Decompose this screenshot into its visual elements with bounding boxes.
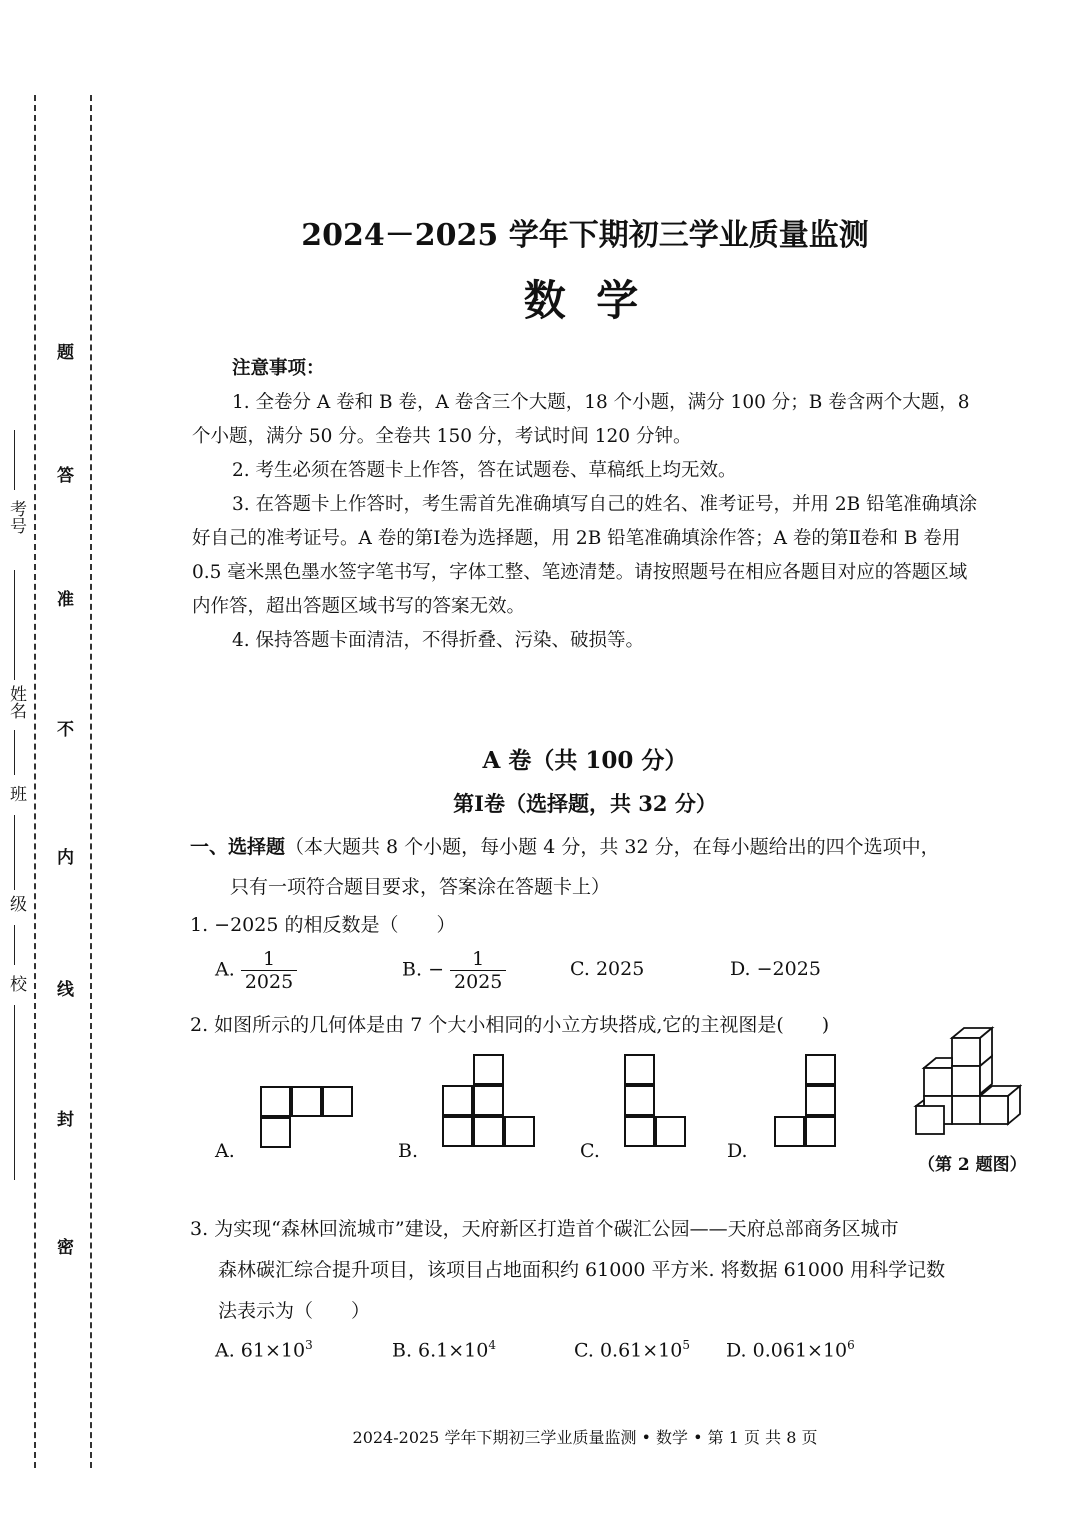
view-square xyxy=(473,1116,504,1147)
q3-line-3: 法表示为（ ） xyxy=(218,1300,371,1322)
notice-item: 2. 考生必须在答题卡上作答，答在试题卷、草稿纸上均无效。 xyxy=(232,460,737,481)
q1-b-sign: − xyxy=(428,958,444,981)
notice-item: 4. 保持答题卡面清洁，不得折叠、污染、破损等。 xyxy=(232,630,645,651)
q3-line-1: 3. 为实现“森林回流城市”建设，天府新区打造首个碳汇公园——天府总部商务区城市 xyxy=(190,1218,899,1240)
q3-c-exp: 5 xyxy=(682,1338,690,1352)
seal-char: 密 xyxy=(53,1238,73,1255)
q1-a-label: A. xyxy=(215,958,235,981)
view-square xyxy=(805,1116,836,1147)
mc-desc-1: （本大题共 8 个小题，每小题 4 分，共 32 分，在每小题给出的四个选项中， xyxy=(285,836,940,858)
view-square xyxy=(624,1116,655,1147)
denominator: 2025 xyxy=(450,970,506,993)
cube-front-face xyxy=(916,1106,944,1134)
mc-desc-2: 只有一项符合题目要求，答案涂在答题卡上） xyxy=(230,876,611,898)
notice-block xyxy=(192,352,982,658)
fraction xyxy=(450,948,506,993)
q2-stem: 2. 如图所示的几何体是由 7 个大小相同的小立方块搭成,它的主视图是( ) xyxy=(190,1014,830,1036)
seal-char: 内 xyxy=(53,848,73,865)
info-blank-line xyxy=(14,570,15,680)
q2-cube-figure xyxy=(912,1024,1022,1142)
numerator: 1 xyxy=(472,948,485,970)
view-square xyxy=(655,1116,686,1147)
view-square xyxy=(473,1085,504,1116)
view-square xyxy=(260,1086,291,1117)
section-a-title: A 卷（共 100 分） xyxy=(482,747,688,774)
q1-stem: 1. −2025 的相反数是（ ） xyxy=(190,914,456,936)
mc-heading: 一、选择题 xyxy=(190,836,286,858)
seal-char: 封 xyxy=(53,1110,73,1127)
notice-item: 3. 在答题卡上作答时，考生需首先准确填写自己的姓名、准考证号，并用 2B 铅笔准确填涂好自己的准考证号。A 卷的第Ⅰ卷为选择题，用 2B 铅笔准确填涂作答；A 卷的第Ⅱ卷和 B 卷用 0.5 毫米黑色墨水签字笔书写，字体工整、笔迹清楚。请按照题号在相应各题目对应的答题区域内作答，超出答题区域书写的答案无效。 xyxy=(192,494,978,617)
info-label-school: 校 xyxy=(4,975,29,992)
view-square xyxy=(260,1117,291,1148)
q1-option-a xyxy=(215,948,297,993)
cube-front-face xyxy=(952,1066,980,1096)
view-square xyxy=(774,1116,805,1147)
info-blank-line xyxy=(14,430,15,490)
cube-top-face xyxy=(916,1100,924,1106)
q2-figure-caption: （第 2 题图） xyxy=(918,1155,1027,1175)
q3-d-exp: 6 xyxy=(847,1338,855,1352)
view-square xyxy=(442,1116,473,1147)
q3-d-base: D. 0.061×10 xyxy=(726,1339,848,1362)
seal-char: 线 xyxy=(53,980,73,997)
notice-item: 1. 全卷分 A 卷和 B 卷，A 卷含三个大题，18 个小题，满分 100 分；B 卷含两个大题，8 个小题，满分 50 分。全卷共 150 分，考试时间 120 分钟。 xyxy=(192,392,970,447)
view-square xyxy=(322,1086,353,1117)
subject-title: 数 学 xyxy=(523,276,647,325)
q3-b-base: B. 6.1×10 xyxy=(392,1339,489,1362)
q1-b-label: B. xyxy=(402,958,423,981)
q1-option-d: D. −2025 xyxy=(730,958,821,980)
q2-option-a-label: A. xyxy=(215,1140,235,1162)
info-label-exam-no: 考号 xyxy=(4,500,29,534)
q3-line-2: 森林碳汇综合提升项目，该项目占地面积约 61000 平方米. 将数据 61000 用科学记数 xyxy=(218,1259,946,1281)
view-square xyxy=(442,1085,473,1116)
q1-option-c: C. 2025 xyxy=(570,958,645,980)
q3-option-b xyxy=(392,1338,496,1361)
q3-c-base: C. 0.61×10 xyxy=(574,1339,683,1362)
q2-option-c-label: C. xyxy=(580,1140,600,1162)
view-square xyxy=(473,1054,504,1085)
q1-option-b xyxy=(402,948,506,993)
notice-heading: 注意事项： xyxy=(232,358,325,379)
q3-b-exp: 4 xyxy=(488,1338,496,1352)
mc-instructions xyxy=(190,832,990,859)
view-square xyxy=(291,1086,322,1117)
q3-option-a xyxy=(215,1338,313,1361)
seal-char: 题 xyxy=(53,343,73,360)
view-square xyxy=(805,1085,836,1116)
q3-a-base: A. 61×10 xyxy=(215,1339,306,1362)
view-square xyxy=(624,1085,655,1116)
q3-a-exp: 3 xyxy=(305,1338,313,1352)
info-label-class: 班 xyxy=(4,785,29,802)
cube-front-face xyxy=(952,1096,980,1124)
view-square xyxy=(805,1054,836,1085)
cube-front-face xyxy=(924,1068,952,1096)
q3-option-d xyxy=(726,1338,855,1361)
view-square xyxy=(624,1054,655,1085)
numerator: 1 xyxy=(262,948,276,970)
info-blank-line xyxy=(14,925,15,965)
cube-top-face xyxy=(924,1058,952,1068)
q3-option-c xyxy=(574,1338,690,1361)
q2-option-d-label: D. xyxy=(727,1140,748,1162)
info-blank-line xyxy=(14,1005,15,1180)
view-square xyxy=(504,1116,535,1147)
info-label-name: 姓名 xyxy=(4,685,29,719)
cube-front-face xyxy=(952,1038,980,1066)
seal-char: 答 xyxy=(53,466,73,483)
seal-char: 准 xyxy=(53,590,73,607)
cube-front-face xyxy=(980,1096,1008,1124)
q2-option-b-label: B. xyxy=(398,1140,419,1162)
info-label-grade: 级 xyxy=(4,895,29,912)
exam-title: 2024－2025 学年下期初三学业质量监测 xyxy=(301,218,869,253)
page-footer: 2024-2025 学年下期初三学业质量监测 • 数学 • 第 1 页 共 8 页 xyxy=(352,1428,818,1447)
info-blank-line xyxy=(14,815,15,890)
denominator: 2025 xyxy=(241,970,297,993)
fraction xyxy=(241,948,297,993)
seal-char: 不 xyxy=(53,720,73,737)
part1-title: 第Ⅰ卷（选择题，共 32 分） xyxy=(453,791,717,816)
